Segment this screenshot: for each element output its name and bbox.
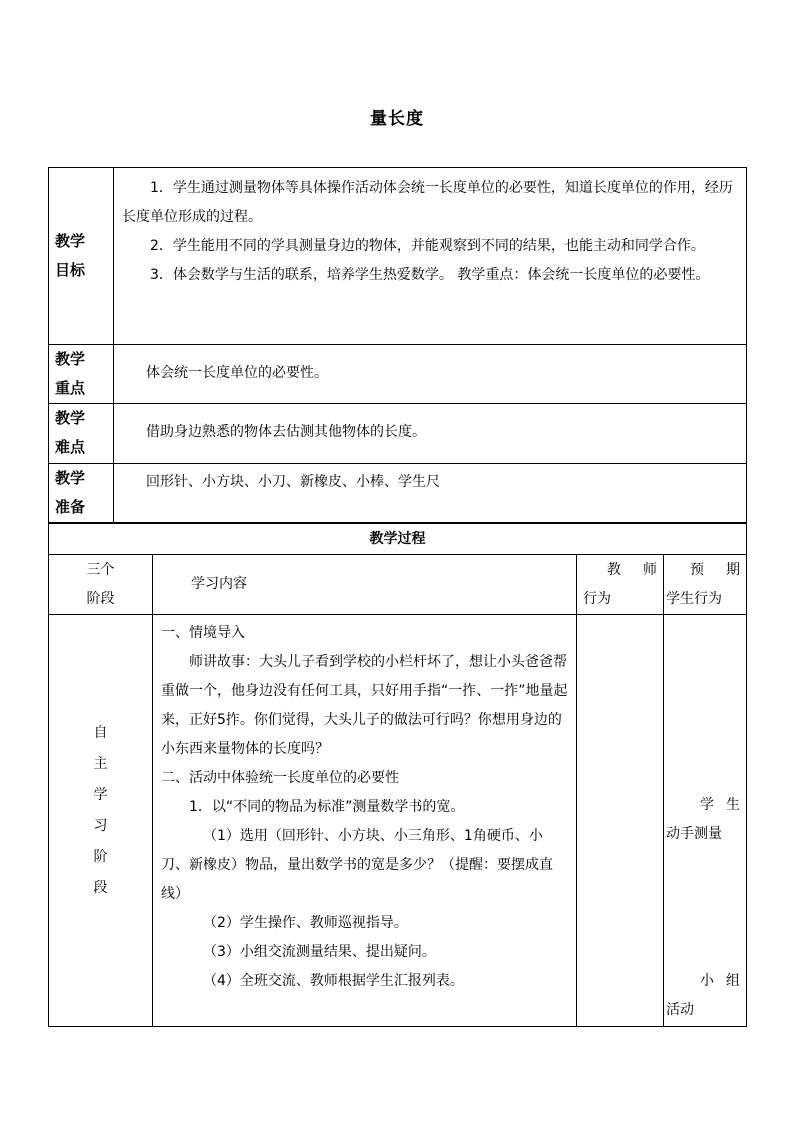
prep-content <box>114 464 747 523</box>
goals-row <box>49 168 747 345</box>
content-line: （1）选用（回形针、小方块、小三角形、1角硬币、小刀、新橡皮）物品，量出数学书的宽是多少？（提醒：要摆成直线） <box>161 828 553 902</box>
col-header-teacher-line-1: 教 师 <box>607 561 657 578</box>
stage-char: 主 <box>93 755 108 772</box>
stage-char: 段 <box>93 879 108 896</box>
content-line: 1．以“不同的物品为标准”测量数学书的宽。 <box>189 799 465 815</box>
prep-label-line-1: 教学 <box>55 469 86 487</box>
prep-text: 回形针、小方块、小刀、新橡皮、小棒、学生尺 <box>146 474 440 490</box>
lesson-info-table <box>48 167 747 523</box>
goals-content <box>114 168 747 345</box>
student-note-measure <box>666 791 746 849</box>
key-label-line-2: 重点 <box>55 379 86 397</box>
content-line: 师讲故事：大头儿子看到学校的小栏杆坏了，想让小头爸爸帮重做一个，他身边没有任何工具，只好用手指“一拃、一拃”地量起来，正好5拃。你们觉得，大头儿子的做法可行吗？你想用身边的小东西来量物体的长度吗？ <box>161 654 568 757</box>
stage-char: 学 <box>93 786 108 803</box>
student-note-line: 小 组 <box>700 973 740 989</box>
content-line: （3）小组交流测量结果、提出疑问。 <box>203 944 436 960</box>
key-row <box>49 345 747 404</box>
student-note-line: 动手测量 <box>666 826 722 842</box>
process-heading: 教学过程 <box>49 524 747 555</box>
goals-label <box>49 168 114 345</box>
col-header-stage <box>49 555 153 615</box>
content-line: 二、活动中体验统一长度单位的必要性 <box>161 770 399 786</box>
student-note-line: 活动 <box>666 1002 694 1018</box>
col-header-stage-line-2: 阶段 <box>86 590 115 607</box>
teacher-cell <box>577 615 664 1027</box>
student-cell <box>664 615 747 1027</box>
difficulty-text: 借助身边熟悉的物体去估测其他物体的长度。 <box>146 424 426 440</box>
key-text: 体会统一长度单位的必要性。 <box>146 365 328 381</box>
key-content <box>114 345 747 404</box>
prep-label <box>49 464 114 523</box>
col-header-teacher <box>577 555 664 615</box>
prep-label-line-2: 准备 <box>55 498 86 516</box>
difficulty-row <box>49 404 747 464</box>
key-label-line-1: 教学 <box>55 350 86 368</box>
process-column-header-row <box>49 555 747 615</box>
key-label <box>49 345 114 404</box>
content-cell <box>153 615 577 1027</box>
goal-item: 2．学生能用不同的学具测量身边的物体，并能观察到不同的结果，也能主动和同学合作。 <box>150 238 705 254</box>
goal-item: 1．学生通过测量物体等具体操作活动体会统一长度单位的必要性，知道长度单位的作用，经历长度单位形成的过程。 <box>122 180 733 225</box>
difficulty-content <box>114 404 747 464</box>
col-header-content: 学习内容 <box>153 555 577 615</box>
content-line: （4）全班交流、教师根据学生汇报列表。 <box>203 973 464 989</box>
stage-char: 自 <box>93 724 108 741</box>
page-title: 量长度 <box>370 109 424 129</box>
student-note-group <box>666 967 746 1025</box>
difficulty-label-line-1: 教学 <box>55 409 86 427</box>
process-table <box>48 523 747 1027</box>
content-line: 一、情境导入 <box>161 625 245 641</box>
col-header-student <box>664 555 747 615</box>
process-heading-row <box>49 524 747 555</box>
prep-row <box>49 464 747 523</box>
difficulty-label <box>49 404 114 464</box>
student-note-line: 学 生 <box>700 797 740 813</box>
col-header-student-line-1: 预 期 <box>690 561 740 578</box>
difficulty-label-line-2: 难点 <box>55 438 86 456</box>
goals-label-line-1: 教学 <box>55 232 86 250</box>
process-body-row <box>49 615 747 1027</box>
stage-char: 习 <box>93 817 108 834</box>
col-header-teacher-line-2: 行为 <box>583 590 611 607</box>
goal-item: 3．体会数学与生活的联系，培养学生热爱数学。 教学重点：体会统一长度单位的必要性。 <box>150 267 710 283</box>
stage-cell <box>49 615 153 1027</box>
col-header-stage-line-1: 三个 <box>86 561 115 578</box>
col-header-student-line-2: 学生行为 <box>666 590 722 607</box>
stage-char: 阶 <box>93 848 108 865</box>
content-line: （2）学生操作、教师巡视指导。 <box>203 915 408 931</box>
goals-label-line-2: 目标 <box>55 261 86 279</box>
